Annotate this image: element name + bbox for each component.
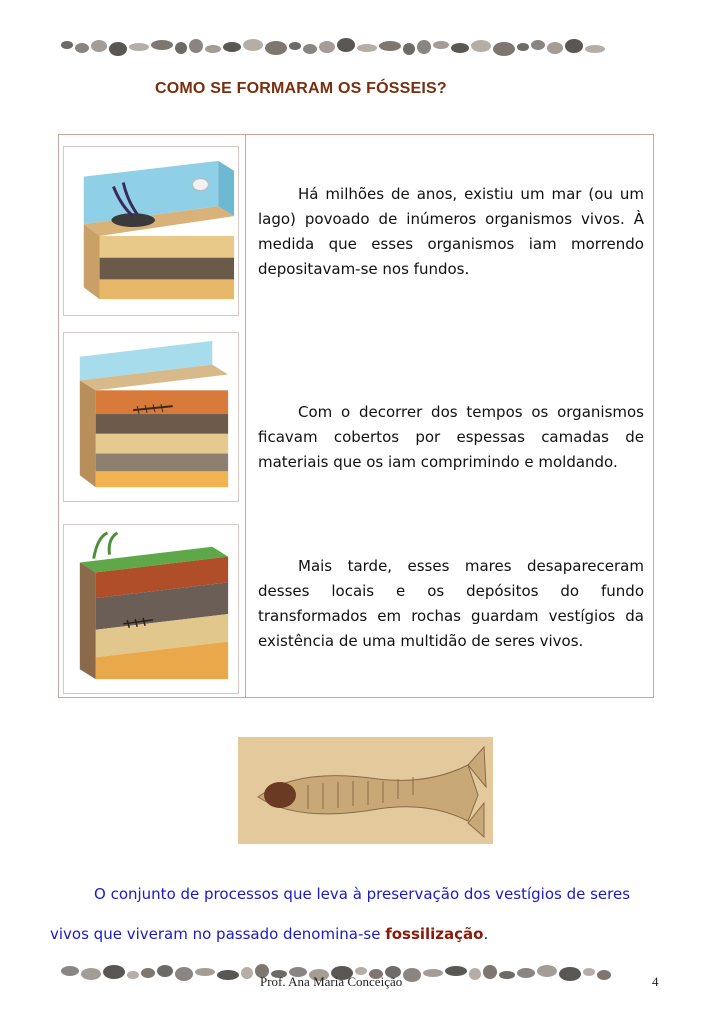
pebble	[303, 44, 317, 54]
pebble	[141, 968, 155, 978]
conclusion-body: O conjunto de processos que leva à preservação dos vestígios de seres vivos que viveram no passado denomina-se	[50, 885, 631, 943]
sea-organisms-illustration	[63, 146, 239, 316]
pebble	[175, 967, 193, 981]
pebble	[241, 967, 253, 979]
pebble	[129, 43, 149, 51]
pebble	[127, 971, 139, 979]
pebble	[433, 41, 449, 49]
pebble	[289, 42, 301, 50]
pebble-border-top	[55, 32, 615, 62]
pebble	[195, 968, 215, 976]
pebble	[417, 40, 431, 54]
pebble	[319, 41, 335, 53]
pebble	[189, 39, 203, 53]
pebble	[471, 40, 491, 52]
pebble	[423, 969, 443, 977]
pebble	[223, 42, 241, 52]
paragraph-ancient-sea: Há milhões de anos, existiu um mar (ou um lago) povoado de inúmeros organismos vivos. À medida que esses organismos iam morrendo depositavam-se nos fundos.	[258, 185, 644, 278]
pebble	[597, 970, 611, 980]
pebble	[531, 40, 545, 50]
pebble	[243, 39, 263, 51]
pebble	[547, 42, 563, 54]
pebble	[445, 966, 467, 976]
pebble	[91, 40, 107, 52]
pebble	[103, 965, 125, 979]
conclusion-end: .	[483, 925, 489, 943]
footer-author: Prof. Ana Maria Conceição	[260, 974, 403, 989]
pebble	[493, 42, 515, 56]
pebble	[265, 41, 287, 55]
fish-fossil-photo	[238, 737, 493, 844]
pebble	[483, 965, 497, 979]
page-title: COMO SE FORMARAM OS FÓSSEIS?	[155, 80, 447, 97]
pebble	[151, 40, 173, 50]
pebble	[537, 965, 557, 977]
pebble	[61, 966, 79, 976]
pebble	[175, 42, 187, 54]
pebble	[205, 45, 221, 53]
pebble	[75, 43, 89, 53]
pebble	[451, 43, 469, 53]
pebble	[61, 41, 73, 49]
pebble	[559, 967, 581, 981]
pebble	[565, 39, 583, 53]
pebble	[109, 42, 127, 56]
pebble	[357, 44, 377, 52]
pebble	[517, 43, 529, 51]
pebble	[217, 970, 239, 980]
page-number: 4	[652, 974, 659, 989]
pebble	[379, 41, 401, 51]
pebble	[585, 45, 605, 53]
fossil-rock-illustration	[63, 524, 239, 694]
paragraph-sediment-cover: Com o decorrer dos tempos os organismos ficavam cobertos por espessas camadas de materiais que os iam comprimindo e moldando.	[258, 403, 644, 471]
paragraph-rock-traces: Mais tarde, esses mares desapareceram desses locais e os depósitos do fundo transformados em rochas guardam vestígios da existência de uma multidão de seres vivos.	[258, 557, 644, 650]
pebble	[403, 43, 415, 55]
conclusion-text	[50, 874, 670, 954]
pebble	[499, 971, 515, 979]
pebble	[81, 968, 101, 980]
pebble	[337, 38, 355, 52]
pebble	[403, 968, 421, 982]
pebble	[469, 968, 481, 980]
pebble	[517, 968, 535, 978]
pebble	[583, 968, 595, 976]
pebble	[157, 965, 173, 977]
sediment-layers-illustration	[63, 332, 239, 502]
fossilization-term: fossilização	[385, 925, 484, 943]
